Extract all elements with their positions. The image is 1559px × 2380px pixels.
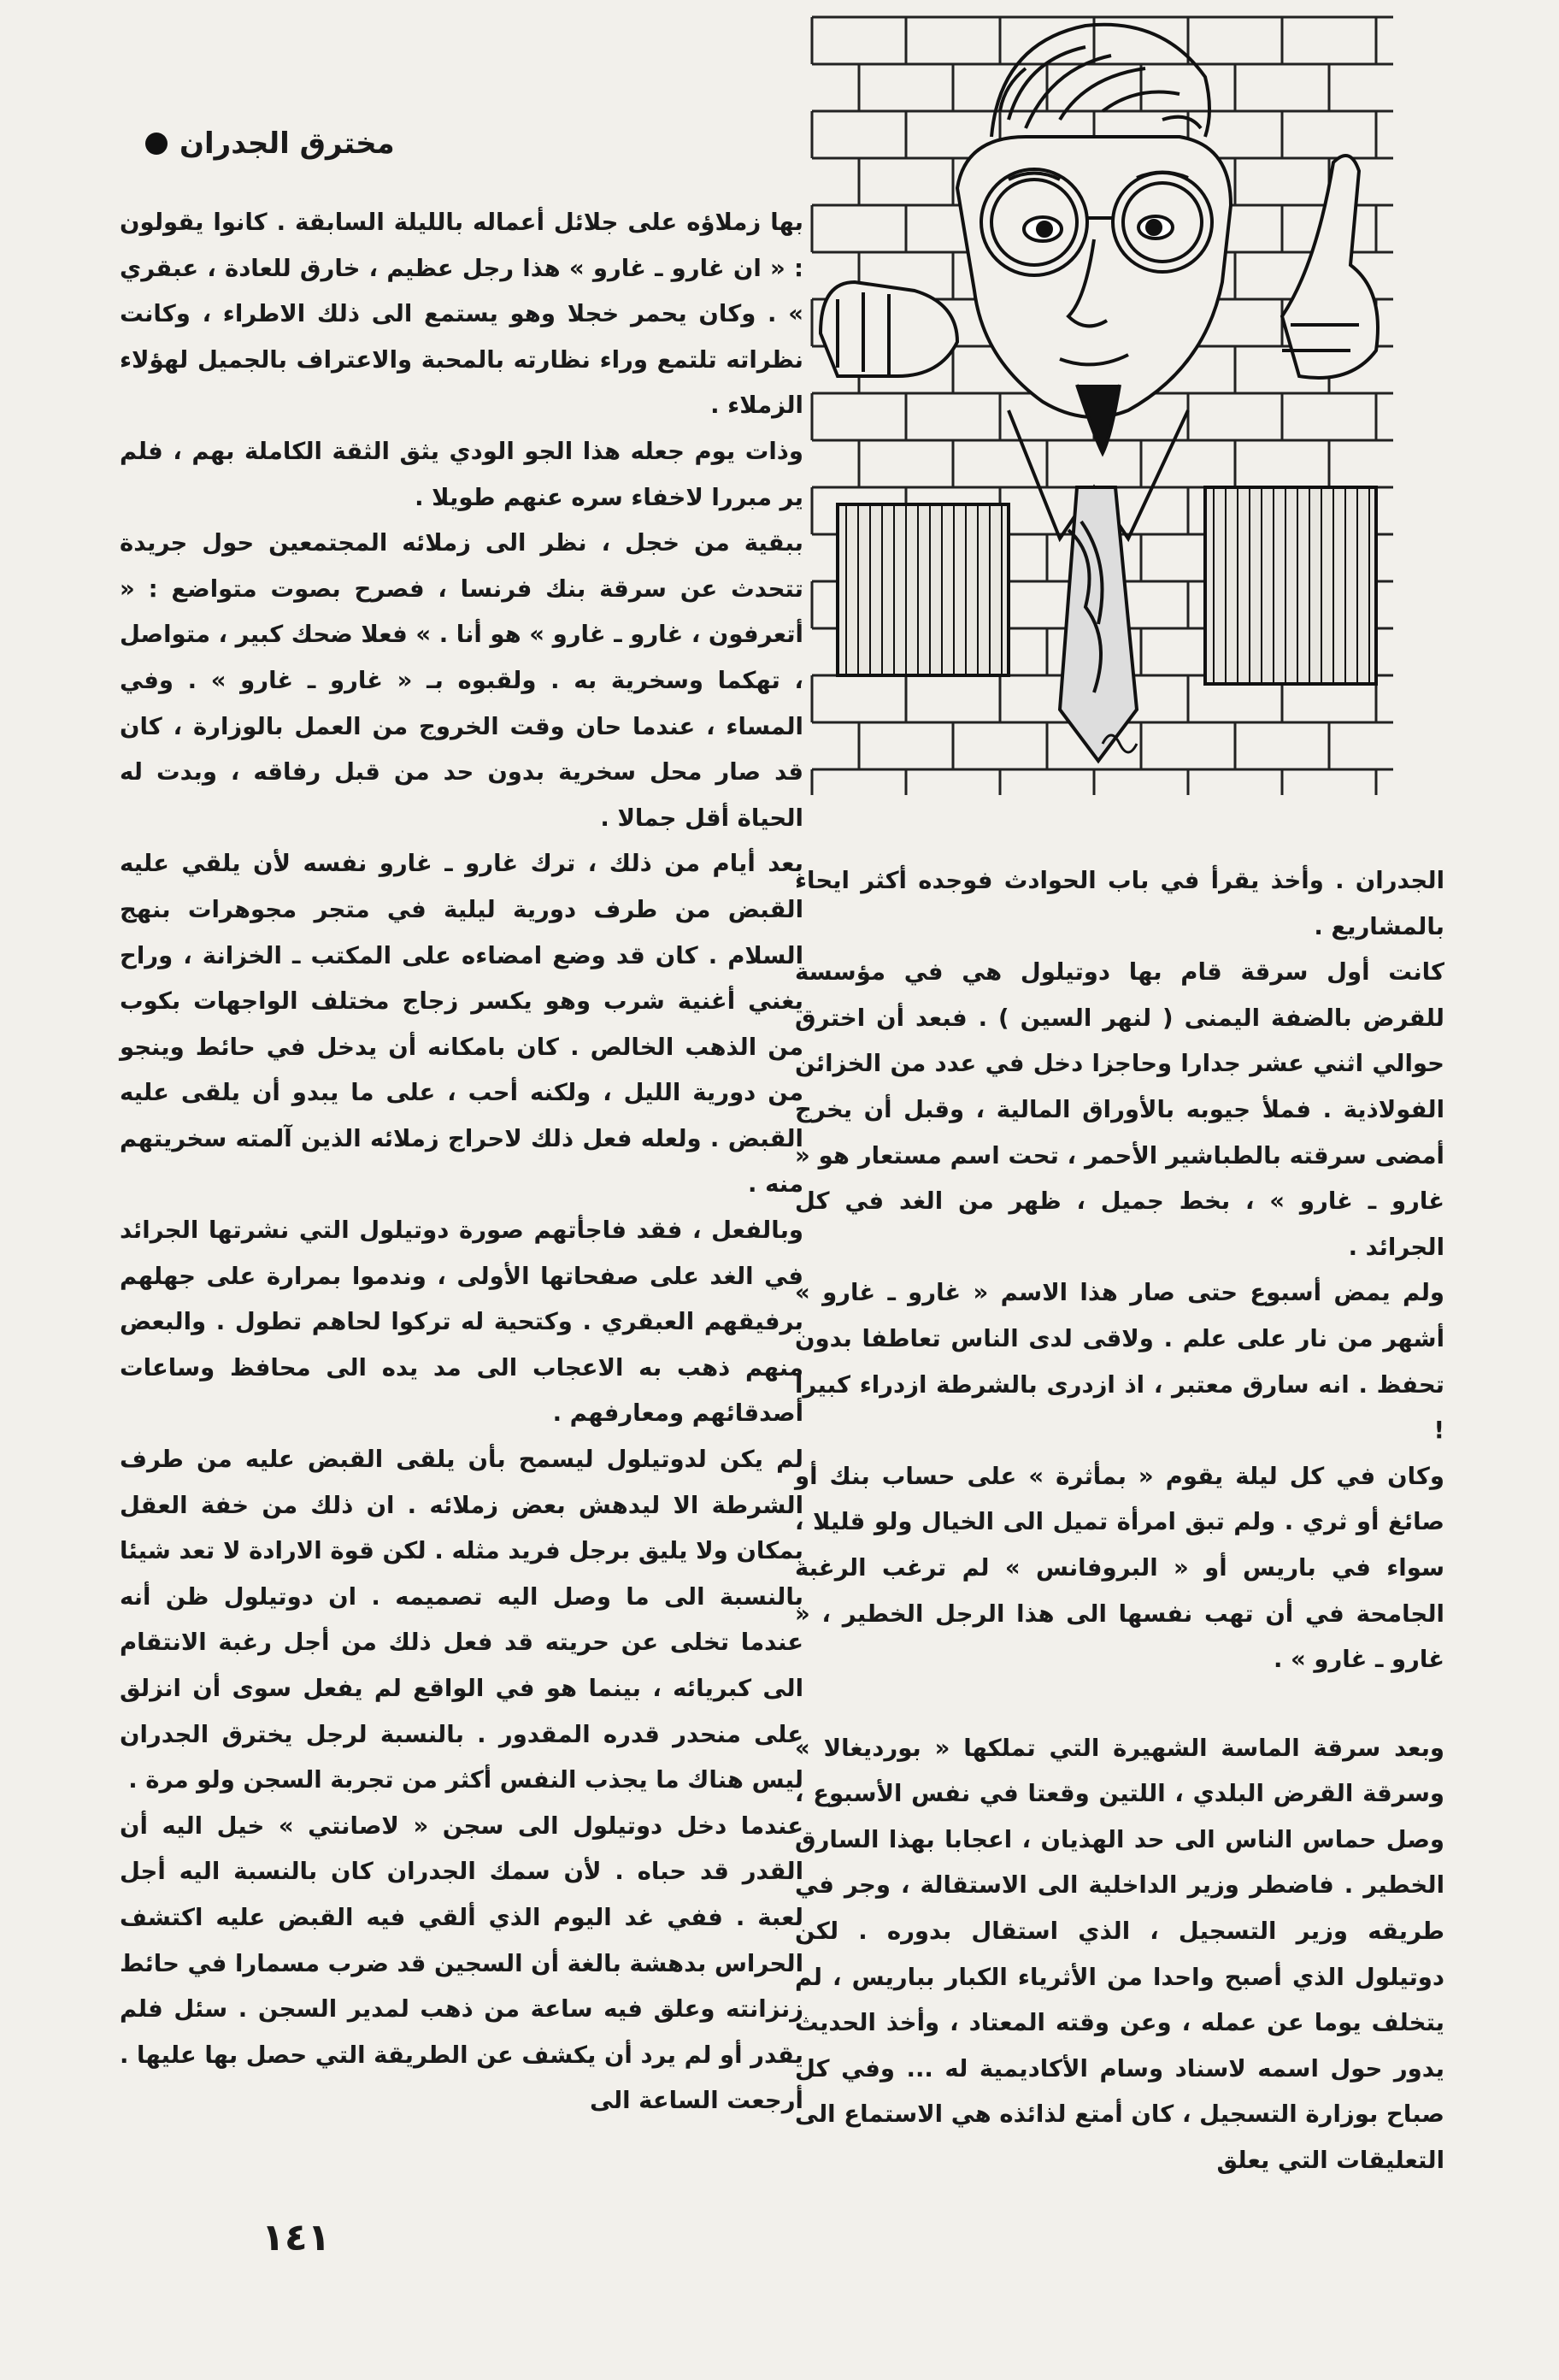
paragraph: وبعد سرقة الماسة الشهيرة التي تملكها « بورديغالا » وسرقة القرض البلدي ، اللتين وقعتا في نفس الأسبوع ، وصل حماس الناس الى حد الهذيان ، اعجابا بهذا السارق الخطير . فاضطر وزير الداخلية الى الاستقالة ، وجر في طريقه وزير التسجيل ، الذي استقال بدوره . لكن دوتيلول الذي أصبح واحدا من الأثرياء الكبار بباريس ، لم يتخلف يوما عن عمله ، وعن وقته المعتاد ، وأخذ الحديث يدور حول اسمه لاسناد وسام الأكاديمية له ... وفي كل صباح بوزارة التسجيل ، كان أمتع لذائذه هي الاستماع الى التعليقات التي يعلق xyxy=(795,1734,1444,2175)
page-number: ١٤١ xyxy=(262,2216,331,2259)
paragraph: بها زملاؤه على جلائل أعماله بالليلة السابقة . كانوا يقولون : « ان غارو ـ غارو » هذا رجل عظيم ، خارق للعادة ، عبقري » . وكان يحمر خجلا وهو يستمع الى ذلك الاطراء ، وكانت نظراته تلتمع وراء نظارته بالمحبة والاعتراف بالجميل لهؤلاء الزملاء . xyxy=(120,209,803,420)
paragraph: ولم يمض أسبوع حتى صار هذا الاسم « غارو ـ غارو » أشهر من نار على علم . ولاقى لدى الناس تعاطفا بدون تحفظ . انه سارق معتبر ، اذ ازدرى بالشرطة ازدراء كبيرا ! xyxy=(795,1279,1444,1445)
paragraph: لم يكن لدوتيلول ليسمح بأن يلقى القبض عليه من طرف الشرطة الا ليدهش بعض زملائه . ان ذلك من خفة العقل بمكان ولا يليق برجل فريد مثله . لكن قوة الارادة لا تعد شيئا بالنسبة الى ما وصل اليه تصميمه . ان دوتيلول ظن أنه عندما تخلى عن حريته قد فعل ذلك من أجل رغبة الانتقام الى كبريائه ، بينما هو في الواقع لم يفعل سوى أن انزلق على منحدر قدره المقدور . بالنسبة لرجل يخترق الجدران ليس هناك ما يجذب النفس أكثر من تجربة السجن ولو مرة . xyxy=(120,1446,803,1794)
bullet-icon xyxy=(145,133,168,155)
right-column xyxy=(795,858,1444,2184)
paragraph: ببقية من خجل ، نظر الى زملائه المجتمعين حول جريدة تتحدث عن سرقة بنك فرنسا ، فصرح بصوت متواضع : « أتعرفون ، غارو ـ غارو » هو أنا . » فعلا ضحك كبير ، متواصل ، تهكما وسخرية به . ولقبوه بـ « غارو ـ غارو » . وفي المساء ، عندما حان وقت الخروج من العمل بالوزارة ، كان قد صار محل سخرية بدون حد من قبل رفاقه ، وبدت له الحياة أقل جمالا . xyxy=(120,529,803,832)
caricature-illustration xyxy=(803,9,1402,795)
paragraph: وكان في كل ليلة يقوم « بمأثرة » على حساب بنك أو صائغ أو ثري . ولم تبق امرأة تميل الى الخيال ولو قليلا ، سواء في باريس أو « البروفانس » لم ترغب الرغبة الجامحة في أن تهب نفسها الى هذا الرجل الخطير ، « غارو ـ غارو » . xyxy=(795,1462,1444,1674)
paragraph: وبالفعل ، فقد فاجأتهم صورة دوتيلول التي نشرتها الجرائد في الغد على صفحاتها الأولى ، وندموا بمرارة على جهلهم برفيقهم العبقري . وكتحية له تركوا لحاهم تطول . والبعض منهم ذهب به الاعجاب الى مد يده الى محافظ وساعات أصدقائهم ومعارفهم . xyxy=(120,1217,803,1428)
left-column xyxy=(120,200,803,2124)
section-header xyxy=(145,118,395,169)
paragraph: كانت أول سرقة قام بها دوتيلول هي في مؤسسة للقرض بالضفة اليمنى ( لنهر السين ) . فبعد أن اخترق حوالي اثني عشر جدارا وحاجزا دخل في عدد من الخزائن الفولاذية . فملأ جيوبه بالأوراق المالية ، وقبل أن يخرج أمضى سرقته بالطباشير الأحمر ، تحت اسم مستعار هو « غارو ـ غارو » ، بخط جميل ، ظهر من الغد في كل الجرائد . xyxy=(795,958,1444,1261)
section-title: مخترق الجدران xyxy=(179,127,395,161)
paragraph: عندما دخل دوتيلول الى سجن « لاصانتي » خيل اليه أن القدر قد حباه . لأن سمك الجدران كان بالنسبة اليه أجل لعبة . ففي غد اليوم الذي ألقي فيه القبض عليه اكتشف الحراس بدهشة بالغة أن السجين قد ضرب مسمارا في حائط زنزانته وعلق فيه ساعة من ذهب لمدير السجن . سئل فلم يقدر أو لم يرد أن يكشف عن الطريقة التي حصل بها عليها . أرجعت الساعة الى xyxy=(120,1812,803,2115)
paragraph: وذات يوم جعله هذا الجو الودي يثق الثقة الكاملة بهم ، فلم ير مبررا لاخفاء سره عنهم طويلا . xyxy=(120,437,803,511)
paragraph: بعد أيام من ذلك ، ترك غارو ـ غارو نفسه لأن يلقي عليه القبض من طرف دورية ليلية في متجر مجوهرات بنهج السلام . كان قد وضع امضاءه على المكتب ـ الخزانة ، وراح يغني أغنية شرب وهو يكسر زجاج مختلف الواجهات بكوب من الذهب الخالص . كان بامكانه أن يدخل في حائط وينجو من دورية الليل ، ولكنه أحب ، على ما يبدو أن يلقى عليه القبض . ولعله فعل ذلك لاحراج زملائه الذين آلمته سخريتهم منه . xyxy=(120,850,803,1199)
paragraph: الجدران . وأخذ يقرأ في باب الحوادث فوجده أكثر ايحاء بالمشاريع . xyxy=(795,867,1444,940)
